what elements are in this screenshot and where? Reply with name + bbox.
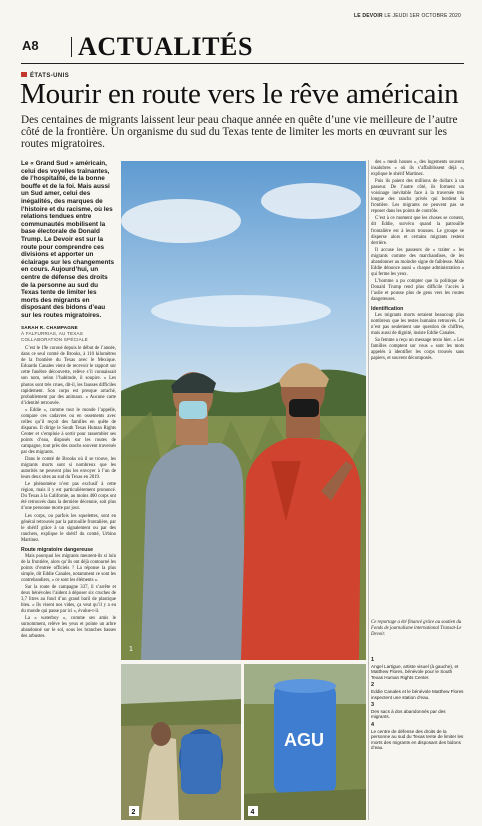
- caption-3: Des sacs à dos abandonnés par des migrants.: [371, 708, 446, 720]
- svg-text:AGU: AGU: [284, 730, 324, 750]
- column-rule: [368, 160, 369, 820]
- funding-note: Ce reportage a été financé grâce au soutien du Fonds de journalisme international Transat-Le Devoir.: [371, 620, 462, 637]
- section-title: ACTUALITÉS: [78, 32, 254, 61]
- kicker: ÉTATS-UNIS: [21, 72, 69, 79]
- issue-date: LE JEUDI 1ER OCTOBRE 2020: [384, 13, 461, 19]
- left-column: [21, 160, 116, 641]
- article-body-right: des « mesh houses », des logements souvent insalubres « où ils s’affaiblissent déjà », explique le shérif Martinez. Puis ils paient des millions de dollars à un passeur. De l’autre côté, ils forment un voisinage inévitable face à la traversée très longue des ranchs privés qui bordent la frontière. Les migrants ne peuvent pas se reposer dans les points de contrôle. C’est à ce moment que les choses se corsent, dit Eddie, survécu quand la patrouille frontalière est à leurs trousses. Le groupe se disperse alors et certains migrants restent derrière. Il accuse les passeurs de « traiter » les migrants comme des marchandises, de les abandonner au moindre signe de faiblesse. Mais Eddie dénonce aussi « chaque administration » qui ferme les yeux. L’homme a pu compter que la politique de Donald Trump rend plus difficile l’accès à l’asile et pousse plus de gens vers les routes dangereuses. Identification Les migrants morts seraient beaucoup plus nombreux que les restes humains retrouvés. Ce n’est pas seulement une question de chiffres, mais aussi de dignité, insiste Eddie Canales. Sa femme a reçu un message texto hier. « Les familles comptent sur vous » sont les mots appelés à identifier les corps trouvés sans papiers, et souvent décomposés.: [371, 160, 464, 362]
- header-divider: [71, 37, 72, 57]
- photo-captions: 1 Angel Lartigue, artiste visuel (à gauche), et Matthew Flores, bénévole pour le South Texas Human Rights Center. 2 Eddie Canales et le bénévole Matthew Flores inspectent une station d’eau. 3 Des sacs à dos abandonnés par des migrants. 4 Le centre de défense des droits de la personne au sud du Texas tente de limiter les morts des migrants en disposant des bidons d’eau.: [371, 657, 464, 751]
- caption-2: Eddie Canales et le bénévole Matthew Flores inspectent une station d’eau.: [371, 688, 464, 700]
- headline: Mourir en route vers le rêve américain: [20, 78, 459, 110]
- caption-4: Le centre de défense des droits de la personne au sud du Texas tente de limiter les morts des migrants en disposant des bidons d’eau.: [371, 728, 464, 751]
- deck: Des centaines de migrants laissent leur peau chaque année en quête d’une vie meilleure de l’autre côté de la frontière. Un organisme du sud du Texas tente de limiter les morts en œuvrant sur les routes migratoires.: [21, 114, 458, 151]
- intro-text: Le « Grand Sud » américain, celui des voyelles traînantes, de l’hospitalité, de la bonne bouffe et de la foi. Mais aussi un Sud amer, celui des inégalités, des marques de l’histoire et du racisme, où les relations tendues entre communautés mobilisent la base électorale de Donald Trump. Le Devoir est sur la route pour comprendre ces divisions et apporter un éclairage sur les changements en cours. Aujourd’hui, un centre de défense des droits de la personne au sud du Texas tente de limiter les morts des migrants en disposant des bidons d’eau sur les routes migratoires.: [21, 160, 115, 319]
- subheading: Route migratoire dangereuse: [21, 546, 94, 553]
- page-dateline: [0, 13, 482, 23]
- right-column: [371, 160, 464, 364]
- article-body-left: C’est le 19e coroné depuis le début de l’année, dans ce seul comté de Brooks, à 110 kilomètres de la frontière du Texas avec le Mexique. Eduardo Canales vient de recevoir le rapport sur cette funèbre découverte, relève s’il connaissait son nom, selon l’habitude, il soupire. « Les photos sont très crues, dit-il, les fausses difficiles rapidement. Son corps est presque arraché, probablement par des animaux. » Aucune carte d’identité retrouvée. « Eddie », comme tout le monde l’appelle, compare ces cadavres ou en ossements avec celles qu’il reçoit des familles en quête de disparus. Il dirige le South Texas Human Rights Center et s’emploie à sortir pour rassembler ses points d’eau, disposés sur les routes de campagne, tout près des ranchs souvent traversés par des migrants. Dans le comté de Brooks où il se trouve, les migrants morts sont si nombreux que les autorités ne peuvent plus les envoyer à l’un de leurs deux sites au sud du Texas en 2019. Le phénomène n’est pas exclusif à cette région, mais il y est particulièrement prononcé. Du Texas à la Californie, au moins 400 corps ont été retrouvés dans la dernière décennie, soit plus d’une personne morte par jour. Les corps, ou parfois les squelettes, sont en général retrouvés par la patrouille frontalière, par le shérif grâce à un signalement ou par des ranchers, explique le shérif du comté, Urbino Martinez. Route migratoire dangereuse Mais pourquoi les migrants meurent-ils si loin de la frontière, alors qu’ils ont déjà contourné les points d’entrée officiels ? La réponse la plus simple, dit Eddie Canales, notamment ce sont les contrebandiers, « ce sont les éléments ». Sur la route de campagne 337, il s’arrête et deux bénévoles l’aident à déposer six cruches de 3,7 litres au fond d’un grand baril de plastique bleu. « Ils visent nos vides, ça veut qu’il y a eu du monde qui passe par ici », évalue-t-il. La « waterboy », comme ses amis le surnomment, relève les yeux et pointe un arbre abandonné sur le sol, sous les branches basses des arbustes.: [21, 346, 116, 640]
- photo-number-2: 2: [131, 809, 136, 816]
- section-header: [21, 30, 464, 64]
- photo-number-4: 4: [250, 809, 255, 816]
- kicker-marker: [21, 72, 27, 77]
- newspaper-name: LE DEVOIR: [354, 13, 383, 19]
- photo-migrant-volunteers: [121, 161, 366, 660]
- caption-1: Angel Lartigue, artiste visuel (à gauche), et Matthew Flores, bénévole pour le South Texas Human Rights Center.: [371, 663, 459, 680]
- subheading-identification: Identification: [371, 306, 404, 313]
- photo-barrel: [244, 664, 366, 820]
- photo-number-1: 1: [129, 646, 133, 653]
- page-number: A8: [22, 38, 39, 53]
- byline: SARAH R. CHAMPAGNE À FALFURRIAS, AU TEXAS COLLABORATION SPÉCIALE: [21, 325, 88, 342]
- photo-water-station: [121, 664, 241, 820]
